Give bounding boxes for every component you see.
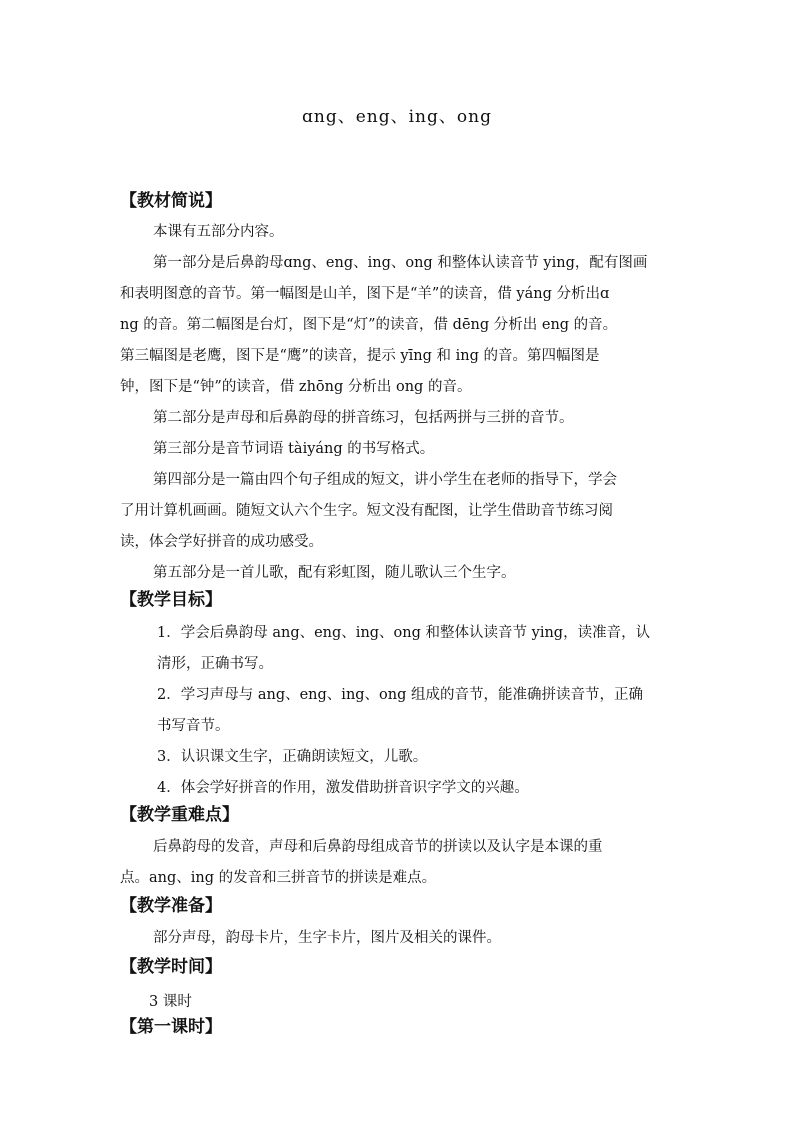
goal-line-4: 书写音节。 (157, 718, 230, 734)
goal-line-6: 4．体会学好拼音的作用，激发借助拼音识字学文的兴趣。 (157, 780, 529, 796)
intro-line-2: 第一部分是后鼻韵母ɑng、eng、ing、ong 和整体认读音节 ying，配有图画 (153, 255, 648, 271)
intro-line-3: 和表明图意的音节。第一幅图是山羊，图下是“羊”的读音，借 yáng 分析出ɑ (120, 286, 610, 302)
section-heading-time: 【教学时间】 (120, 957, 222, 977)
intro-line-5: 第三幅图是老鹰，图下是“鹰”的读音，提示 yīng 和 ing 的音。第四幅图是 (120, 348, 600, 364)
intro-line-10: 了用计算机画画。随短文认六个生字。短文没有配图，让学生借助音节练习阅 (120, 503, 613, 519)
goal-line-2: 清形，正确书写。 (157, 656, 273, 672)
goal-line-5: 3．认识课文生字，正确朗读短文，儿歌。 (157, 749, 428, 765)
intro-line-12: 第五部分是一首儿歌，配有彩虹图，随儿歌认三个生字。 (153, 565, 516, 581)
goal-line-1: 1．学会后鼻韵母 ang、eng、ing、ong 和整体认读音节 ying，读准音，认 (157, 625, 651, 641)
section-heading-key-points: 【教学重难点】 (120, 805, 239, 825)
intro-line-6: 钟，图下是“钟”的读音，借 zhōng 分析出 ong 的音。 (120, 379, 472, 395)
goal-line-3: 2．学习声母与 ang、eng、ing、ong 组成的音节，能准确拼读音节，正确 (157, 687, 644, 703)
document-title: ɑng、eng、ing、ong (302, 107, 492, 127)
intro-line-7: 第二部分是声母和后鼻韵母的拼音练习，包括两拼与三拼的音节。 (153, 410, 574, 426)
section-heading-first-period: 【第一课时】 (120, 1017, 222, 1037)
intro-line-8: 第三部分是音节词语 tàiyáng 的书写格式。 (153, 441, 435, 457)
preparation-line-1: 部分声母，韵母卡片，生字卡片，图片及相关的课件。 (153, 930, 501, 946)
key-points-line-2: 点。ang、ing 的发音和三拼音节的拼读是难点。 (120, 870, 437, 886)
time-line-1: 3 课时 (149, 994, 192, 1010)
section-heading-preparation: 【教学准备】 (120, 896, 222, 916)
section-heading-goals: 【教学目标】 (120, 590, 222, 610)
intro-line-1: 本课有五部分内容。 (153, 224, 284, 240)
key-points-line-1: 后鼻韵母的发音，声母和后鼻韵母组成音节的拼读以及认字是本课的重 (153, 839, 603, 855)
intro-line-11: 读，体会学好拼音的成功感受。 (120, 534, 323, 550)
section-heading-intro: 【教材简说】 (120, 191, 222, 211)
intro-line-9: 第四部分是一篇由四个句子组成的短文，讲小学生在老师的指导下，学会 (153, 472, 617, 488)
intro-line-4: ng 的音。第二幅图是台灯，图下是“灯”的读音，借 dēng 分析出 eng 的音。 (120, 317, 618, 333)
